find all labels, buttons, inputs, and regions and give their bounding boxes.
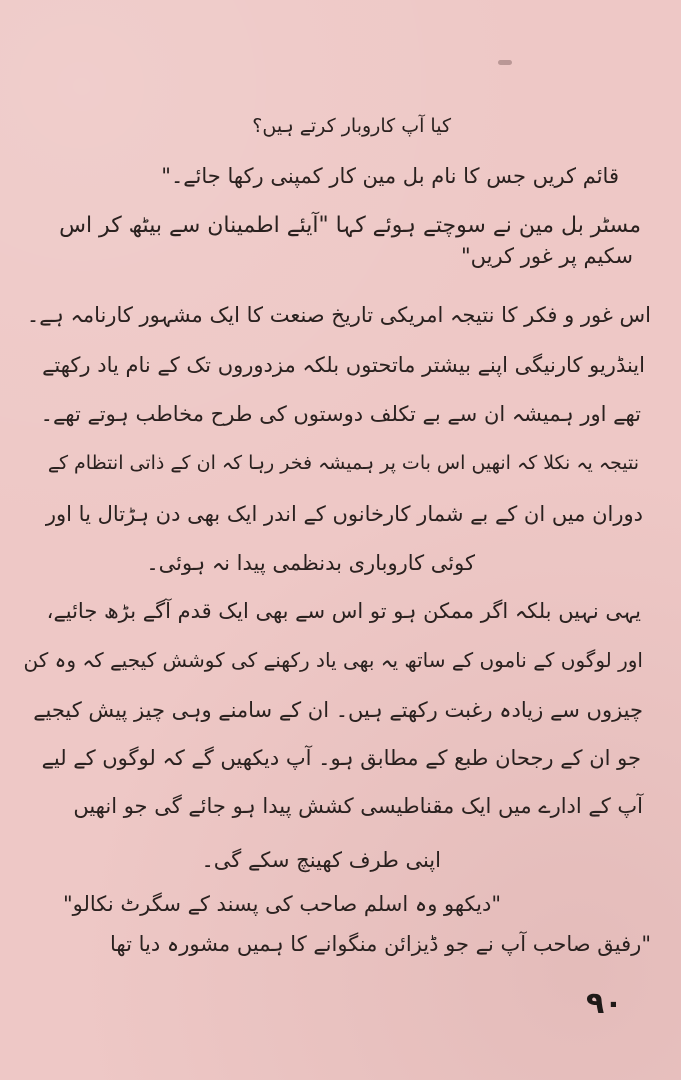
text-line-16: اپنی طرف کھینچ سکے گی۔ bbox=[201, 848, 441, 872]
text-line-12: اور لوگوں کے ناموں کے ساتھ یہ بھی یاد رکھنے کی کوشش کیجیے کہ وہ کن bbox=[23, 648, 643, 672]
text-line-2: قائم کریں جس کا نام بل مین کار کمپنی رکھا جائے۔" bbox=[161, 164, 619, 188]
text-line-17: "دیکھو وہ اسلم صاحب کی پسند کے سگرٹ نکالو" bbox=[62, 892, 501, 916]
text-line-15: آپ کے ادارے میں ایک مقناطیسی کشش پیدا ہو جائے گی جو انھیں bbox=[73, 794, 643, 818]
text-line-14: جو ان کے رجحان طبع کے مطابق ہو۔ آپ دیکھیں گے کہ لوگوں کے لیے bbox=[41, 746, 641, 770]
text-line-4: سکیم پر غور کریں" bbox=[460, 244, 633, 268]
text-line-6: اینڈریو کارنیگی اپنے بیشتر ماتحتوں بلکہ مزدوروں تک کے نام یاد رکھتے bbox=[42, 353, 645, 377]
text-line-11: یہی نہیں بلکہ اگر ممکن ہو تو اس سے بھی ایک قدم آگے بڑھ جائیے، bbox=[46, 599, 641, 623]
text-line-7: تھے اور ہمیشہ ان سے بے تکلف دوستوں کی طرح مخاطب ہوتے تھے۔ bbox=[40, 402, 641, 426]
text-line-10: کوئی کاروباری بدنظمی پیدا نہ ہوئی۔ bbox=[146, 551, 475, 575]
text-line-3: مسٹر بل مین نے سوچتے ہوئے کہا "آیئے اطمینان سے بیٹھ کر اس bbox=[59, 213, 641, 238]
text-line-1: کیا آپ کاروبار کرتے ہیں؟ bbox=[252, 115, 451, 137]
text-line-18: "رفیق صاحب آپ نے جو ڈیزائن منگوانے کا ہمیں مشورہ دیا تھا bbox=[110, 932, 651, 956]
text-line-8: نتیجہ یہ نکلا کہ انھیں اس بات پر ہمیشہ فخر رہا کہ ان کے ذاتی انتظام کے bbox=[47, 452, 639, 474]
text-line-13: چیزوں سے زیادہ رغبت رکھتے ہیں۔ ان کے سامنے وہی چیز پیش کیجیے bbox=[33, 698, 643, 722]
text-line-9: دوران میں ان کے بے شمار کارخانوں کے اندر ایک بھی دن ہڑتال یا اور bbox=[45, 502, 643, 526]
text-line-5: اس غور و فکر کا نتیجہ امریکی تاریخ صنعت کا ایک مشہور کارنامہ ہے۔ bbox=[26, 303, 651, 327]
paper-speck bbox=[498, 60, 512, 65]
page-number: ۹۰ bbox=[586, 986, 623, 1021]
